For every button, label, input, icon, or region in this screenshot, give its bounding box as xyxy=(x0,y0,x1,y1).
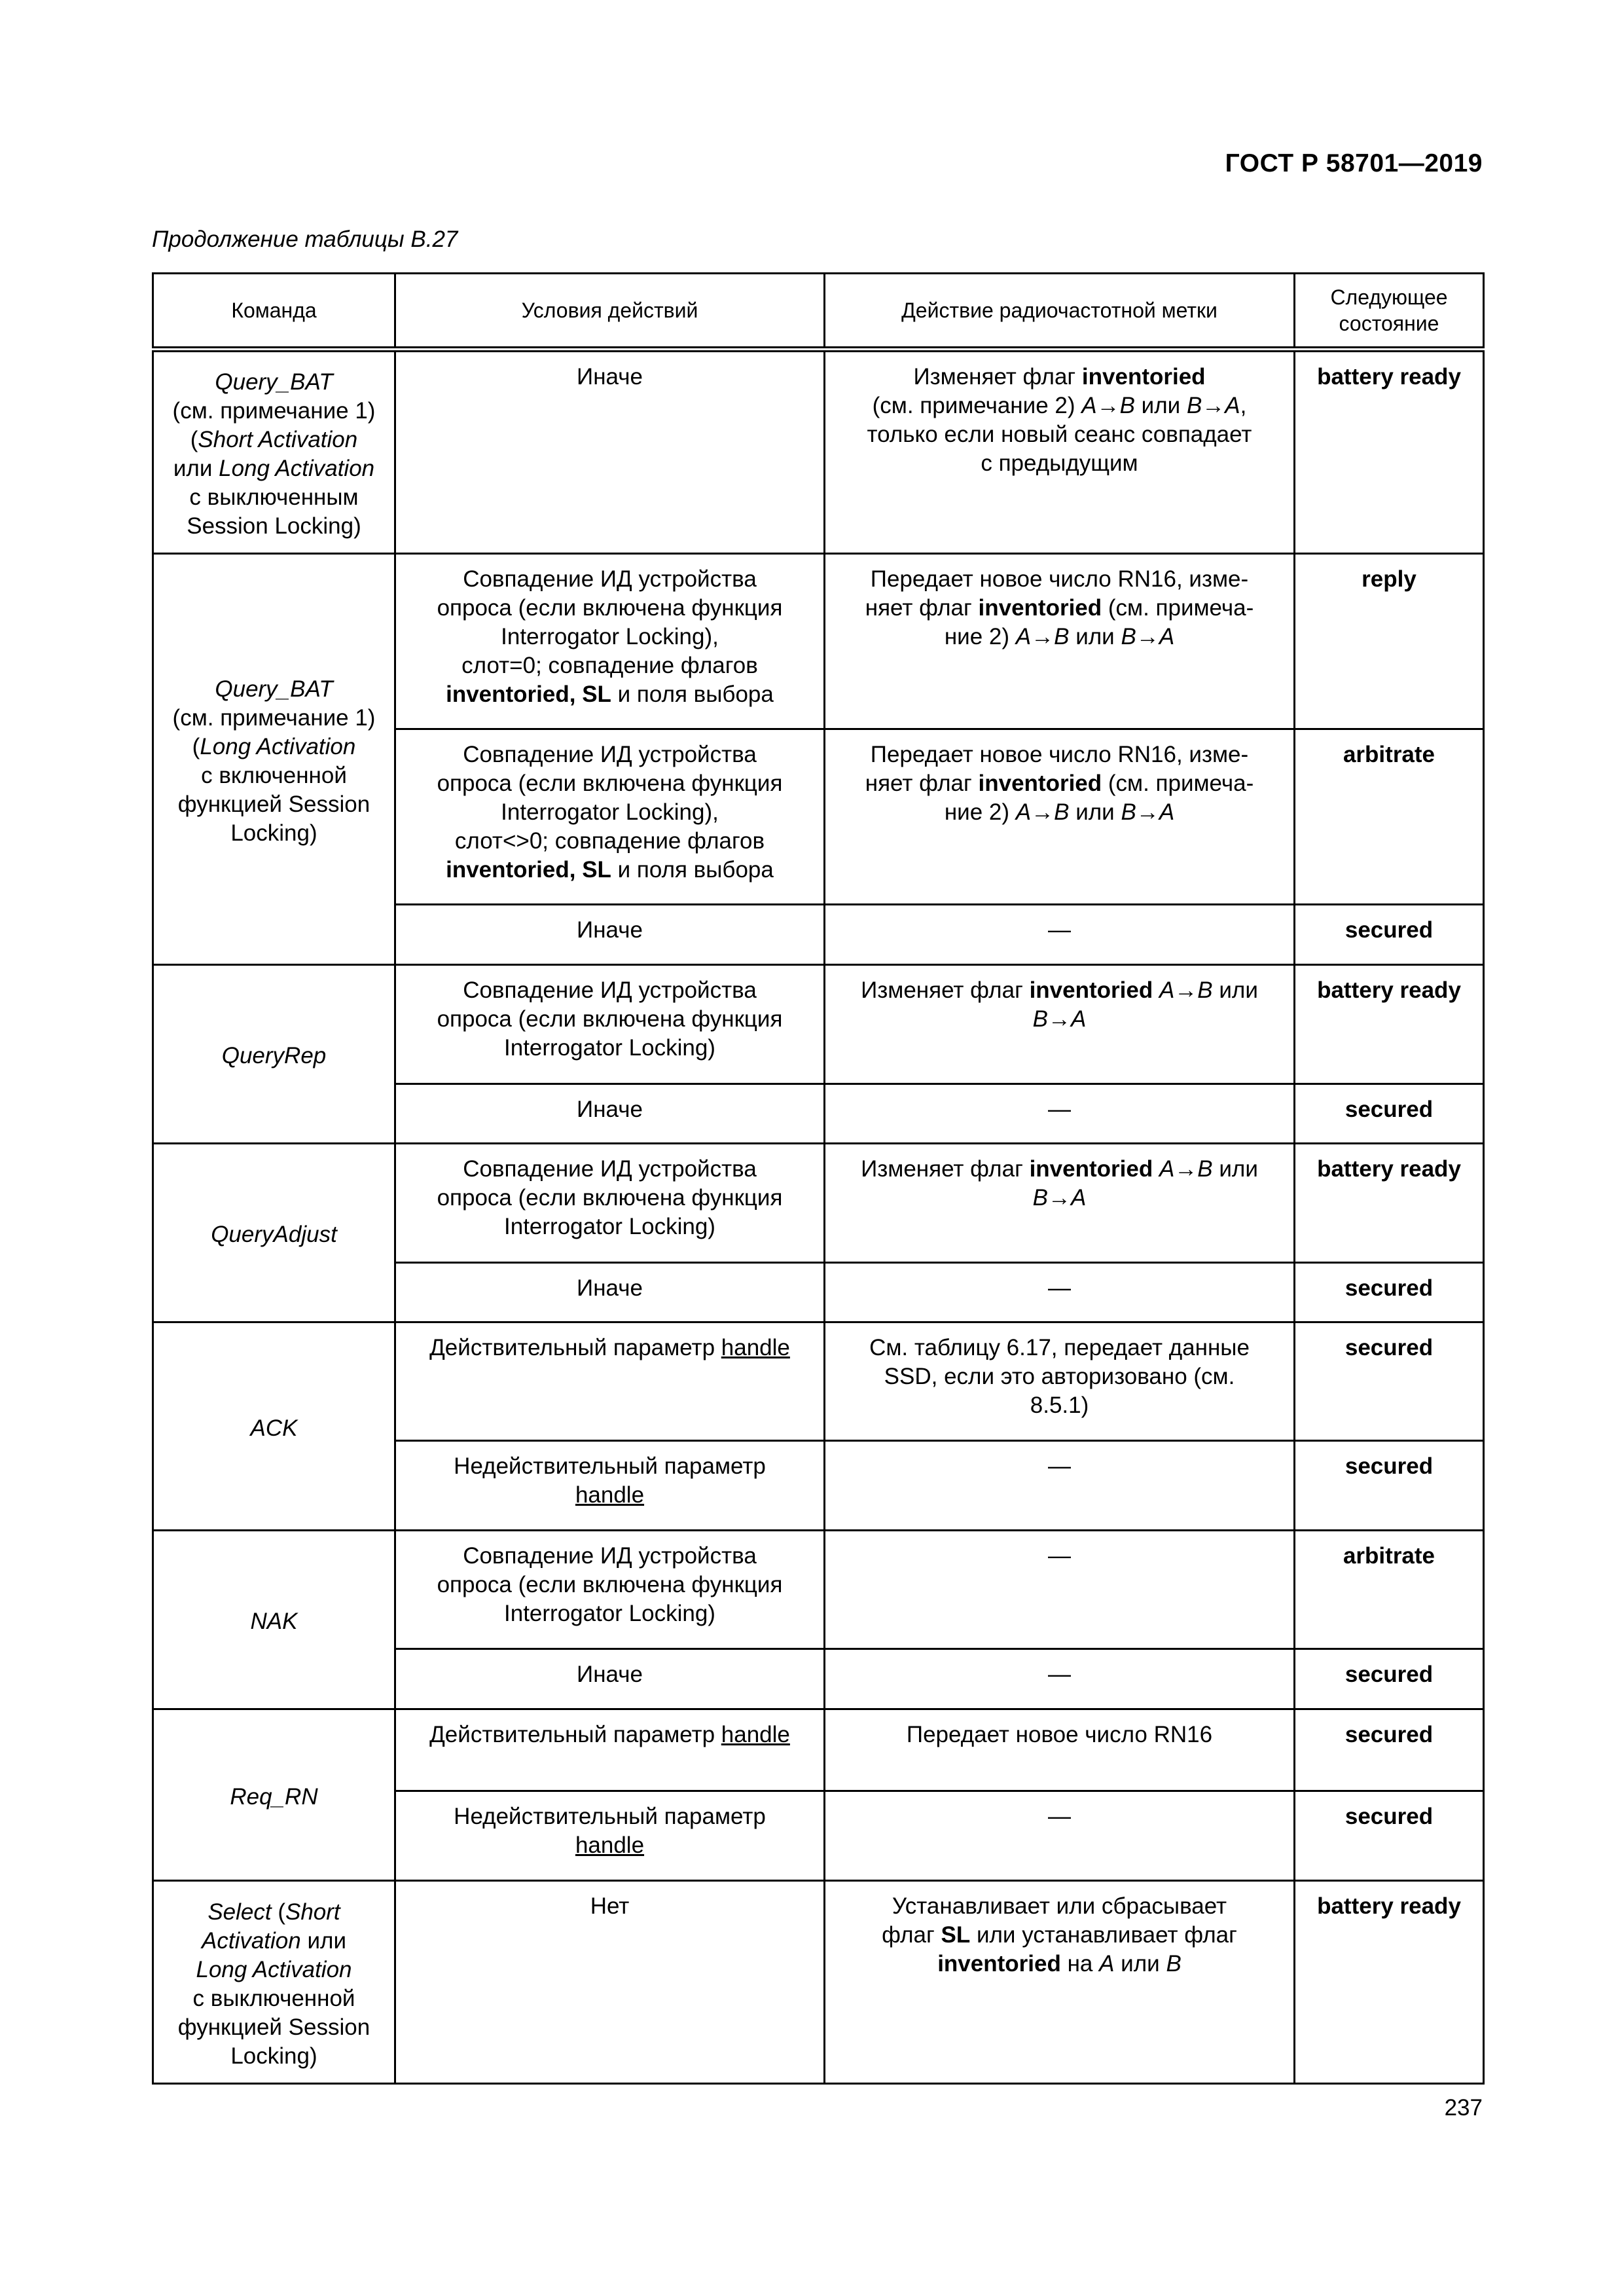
condition-cell: Совпадение ИД устройства опроса (если включена функция Interrogator Locking), слот=0; совпадение флагов inventoried, SL и поля выбора xyxy=(395,554,825,729)
tag-action-cell: Передает новое число RN16, изме- няет флаг inventoried (см. примеча- ние 2) A→B или B→A xyxy=(825,729,1295,905)
tag-action-cell: — xyxy=(825,1791,1295,1881)
tag-action-cell: — xyxy=(825,1649,1295,1709)
next-state-cell: battery ready xyxy=(1295,965,1484,1084)
condition-cell: Недействительный параметр handle xyxy=(395,1791,825,1881)
tag-action-cell: — xyxy=(825,1441,1295,1531)
condition-cell: Иначе xyxy=(395,905,825,965)
header-next-state: Следующее состояние xyxy=(1295,274,1484,350)
table-row xyxy=(153,350,1484,554)
page-number: 237 xyxy=(1444,2095,1483,2121)
tag-action-cell: Изменяет флаг inventoried A→B или B→A xyxy=(825,1144,1295,1263)
condition-cell: Нет xyxy=(395,1881,825,2084)
next-state-cell: secured xyxy=(1295,1649,1484,1709)
next-state-cell: arbitrate xyxy=(1295,729,1484,905)
header-tag-action: Действие радиочастотной метки xyxy=(825,274,1295,350)
next-state-cell: secured xyxy=(1295,1322,1484,1441)
command-cell: Query_BAT (см. примечание 1) (Long Activation с включенной функцией Session Locking) xyxy=(153,554,395,965)
table-row xyxy=(153,554,1484,729)
table-row xyxy=(153,1531,1484,1649)
next-state-cell: secured xyxy=(1295,1084,1484,1144)
tag-action-cell: См. таблицу 6.17, передает данные SSD, если это авторизовано (см. 8.5.1) xyxy=(825,1322,1295,1441)
next-state-cell: secured xyxy=(1295,1263,1484,1322)
table-row xyxy=(153,965,1484,1084)
condition-cell: Совпадение ИД устройства опроса (если включена функция Interrogator Locking) xyxy=(395,1144,825,1263)
condition-cell: Иначе xyxy=(395,1263,825,1322)
table-row xyxy=(153,1709,1484,1791)
tag-action-cell: Изменяет флаг inventoried A→B или B→A xyxy=(825,965,1295,1084)
tag-action-cell: Передает новое число RN16, изме- няет флаг inventoried (см. примеча- ние 2) A→B или B→A xyxy=(825,554,1295,729)
table-row xyxy=(153,1881,1484,2084)
next-state-cell: battery ready xyxy=(1295,1881,1484,2084)
table-caption: Продолжение таблицы В.27 xyxy=(152,227,458,252)
header-command: Команда xyxy=(153,274,395,350)
actions-table xyxy=(152,272,1485,2085)
table-row xyxy=(153,1144,1484,1263)
command-cell: NAK xyxy=(153,1531,395,1709)
table-container xyxy=(152,272,1483,2085)
command-cell: QueryRep xyxy=(153,965,395,1144)
tag-action-cell: Изменяет флаг inventoried (см. примечание 2) A→B или B→A, только если новый сеанс совпадает с предыдущим xyxy=(825,350,1295,554)
tag-action-cell: Устанавливает или сбрасывает флаг SL или устанавливает флаг inventoried на A или B xyxy=(825,1881,1295,2084)
command-cell: Query_BAT (см. примечание 1) (Short Activation или Long Activation с выключенным Session Locking) xyxy=(153,350,395,554)
header-conditions: Условия действий xyxy=(395,274,825,350)
condition-cell: Действительный параметр handle xyxy=(395,1709,825,1791)
tag-action-cell: — xyxy=(825,905,1295,965)
condition-cell: Иначе xyxy=(395,1084,825,1144)
command-cell: QueryAdjust xyxy=(153,1144,395,1322)
condition-cell: Недействительный параметр handle xyxy=(395,1441,825,1531)
condition-cell: Иначе xyxy=(395,350,825,554)
table-body xyxy=(153,350,1484,2084)
next-state-cell: secured xyxy=(1295,1441,1484,1531)
condition-cell: Совпадение ИД устройства опроса (если включена функция Interrogator Locking) xyxy=(395,1531,825,1649)
next-state-cell: secured xyxy=(1295,1791,1484,1881)
condition-cell: Иначе xyxy=(395,1649,825,1709)
tag-action-cell: Передает новое число RN16 xyxy=(825,1709,1295,1791)
next-state-cell: battery ready xyxy=(1295,350,1484,554)
command-cell: ACK xyxy=(153,1322,395,1531)
next-state-cell: secured xyxy=(1295,905,1484,965)
table-header-row xyxy=(153,274,1484,350)
next-state-cell: arbitrate xyxy=(1295,1531,1484,1649)
next-state-cell: reply xyxy=(1295,554,1484,729)
tag-action-cell: — xyxy=(825,1531,1295,1649)
table-row xyxy=(153,1322,1484,1441)
next-state-cell: battery ready xyxy=(1295,1144,1484,1263)
tag-action-cell: — xyxy=(825,1263,1295,1322)
next-state-cell: secured xyxy=(1295,1709,1484,1791)
tag-action-cell: — xyxy=(825,1084,1295,1144)
condition-cell: Совпадение ИД устройства опроса (если включена функция Interrogator Locking) xyxy=(395,965,825,1084)
command-cell: Select (Short Activation или Long Activation с выключенной функцией Session Locking) xyxy=(153,1881,395,2084)
document-id-header: ГОСТ Р 58701—2019 xyxy=(1225,149,1483,177)
condition-cell: Действительный параметр handle xyxy=(395,1322,825,1441)
condition-cell: Совпадение ИД устройства опроса (если включена функция Interrogator Locking), слот<>0; совпадение флагов inventoried, SL и поля выбора xyxy=(395,729,825,905)
command-cell: Req_RN xyxy=(153,1709,395,1881)
